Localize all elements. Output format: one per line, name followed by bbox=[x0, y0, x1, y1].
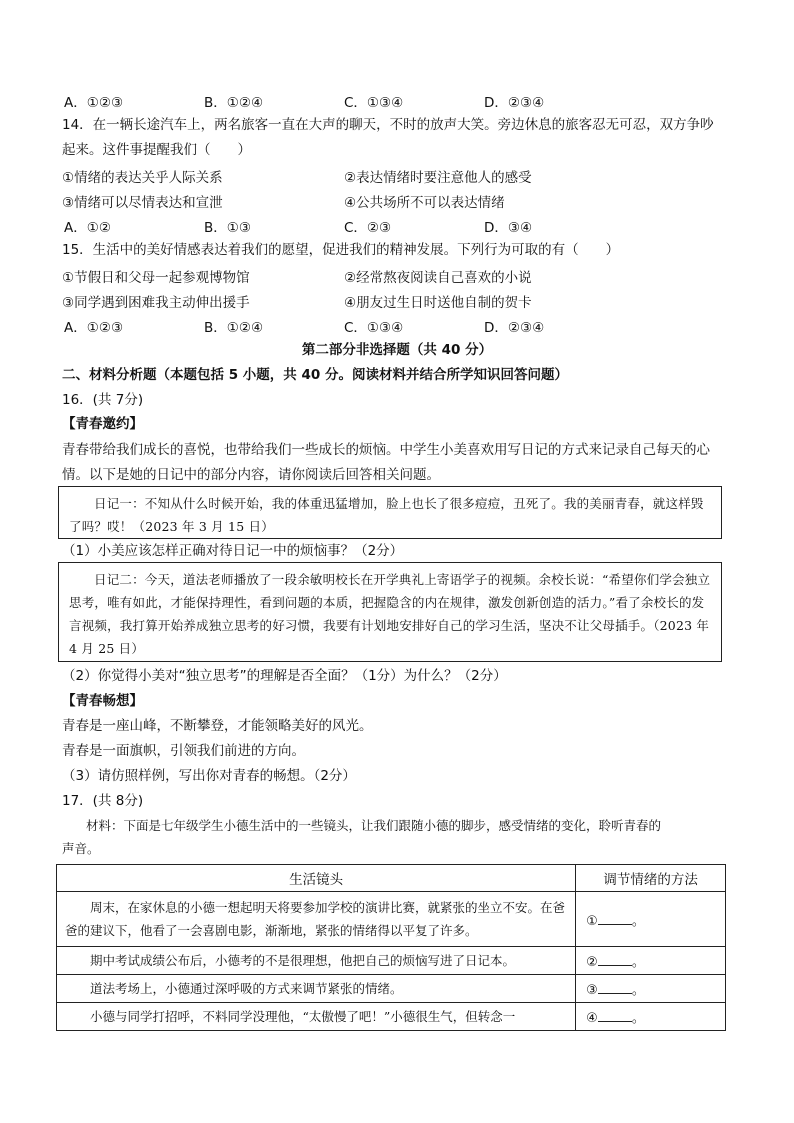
q14-item-2: ②表达情绪时要注意他人的感受 bbox=[344, 170, 532, 186]
answer-blank[interactable] bbox=[598, 953, 632, 966]
answer-number: ① bbox=[586, 913, 598, 929]
q16-intro-line1: 青春带给我们成长的喜悦，也带给我们一些成长的烦恼。中学生小美喜欢用写日记的方式来记录自己每天的心 bbox=[62, 442, 710, 458]
q14-item-1: ①情绪的表达关乎人际关系 bbox=[62, 170, 223, 186]
emotion-table bbox=[56, 864, 726, 1031]
q17-header: 17．(共 8分) bbox=[62, 793, 144, 809]
answer-cell bbox=[576, 892, 726, 947]
q15-item-4: ④朋友过生日时送他自制的贺卡 bbox=[344, 295, 532, 311]
q16-sub2-title: 【青春畅想】 bbox=[62, 693, 143, 709]
diary-2-text: 日记二：今天，道法老师播放了一段余敏明校长在开学典礼上寄语学子的视频。余校长说：“希望你们学会独立思考，唯有如此，才能保持理性，看到问题的本质，把握隐含的内在规律，激发创新创造的活力。”看了余校长的发言视频，我打算开始养成独立思考的好习惯，我要有计划地安排好自己的学习生活，坚决不让父母插手。（2023 年 4 月 25 日） bbox=[69, 572, 711, 656]
answer-cell bbox=[576, 1003, 726, 1031]
table-row bbox=[57, 1003, 726, 1031]
answer-blank[interactable] bbox=[598, 912, 632, 925]
table-header-row bbox=[57, 865, 726, 892]
q15-option-a: A．①②③ bbox=[64, 320, 124, 336]
answer-end: 。 bbox=[631, 955, 645, 970]
section-heading: 二、材料分析题（本题包括 5 小题，共 40 分。阅读材料并结合所学知识回答问题） bbox=[62, 367, 568, 383]
q14-stem-line1: 14．在一辆长途汽车上，两名旅客一直在大声的聊天，不时的放声大笑。旁边休息的旅客忍无可忍，双方争吵 bbox=[62, 117, 714, 133]
answer-blank[interactable] bbox=[598, 981, 632, 994]
q16-sub1-title: 【青春邀约】 bbox=[62, 416, 143, 432]
answer-end: 。 bbox=[631, 983, 645, 998]
answer-end: 。 bbox=[631, 913, 645, 929]
q14-item-4: ④公共场所不可以表达情绪 bbox=[344, 195, 505, 211]
q16-example-1: 青春是一座山峰，不断攀登，才能领略美好的风光。 bbox=[62, 718, 373, 734]
q15-item-2: ②经常熬夜阅读自己喜欢的小说 bbox=[344, 270, 532, 286]
q17-material-line1: 材料：下面是七年级学生小德生活中的一些镜头，让我们跟随小德的脚步，感受情绪的变化，聆听青春的 bbox=[86, 818, 662, 833]
table-row bbox=[57, 975, 726, 1003]
q14-item-3: ③情绪可以尽情表达和宣泄 bbox=[62, 195, 223, 211]
scene-cell: 道法考场上，小德通过深呼吸的方式来调节紧张的情绪。 bbox=[57, 975, 576, 1003]
scene-cell: 期中考试成绩公布后，小德考的不是很理想，他把自己的烦恼写进了日记本。 bbox=[57, 947, 576, 975]
q16-question-1: （1）小美应该怎样正确对待日记一中的烦恼事？（2分） bbox=[62, 543, 404, 559]
q15-item-1: ①节假日和父母一起参观博物馆 bbox=[62, 270, 250, 286]
q16-intro-line2: 情。以下是她的日记中的部分内容，请你阅读后回答相关问题。 bbox=[62, 467, 440, 483]
scene-cell: 小德与同学打招呼，不料同学没理他，“太傲慢了吧！”小德很生气，但转念一 bbox=[57, 1003, 576, 1031]
diary-box-1 bbox=[58, 486, 722, 539]
q15-option-c: C．①③④ bbox=[344, 320, 404, 336]
diary-1-text: 日记一：不知从什么时候开始，我的体重迅猛增加，脸上也长了很多痘痘，丑死了。我的美丽青春，就这样毁了吗？哎！（2023 年 3 月 15 日） bbox=[69, 496, 704, 534]
answer-cell bbox=[576, 947, 726, 975]
q15-option-d: D．②③④ bbox=[484, 320, 545, 336]
scene-cell: 周末，在家休息的小德一想起明天将要参加学校的演讲比赛，就紧张的坐立不安。在爸爸的建议下，他看了一会喜剧电影，渐渐地，紧张的情绪得以平复了许多。 bbox=[57, 892, 576, 947]
q14-option-d: D．③④ bbox=[484, 220, 533, 236]
answer-number: ② bbox=[586, 955, 598, 970]
q13-option-b: B．①②④ bbox=[204, 95, 264, 111]
q13-option-c: C．①③④ bbox=[344, 95, 404, 111]
answer-number: ④ bbox=[586, 1011, 598, 1026]
diary-box-2 bbox=[58, 562, 722, 662]
table-row bbox=[57, 892, 726, 947]
q14-option-b: B．①③ bbox=[204, 220, 251, 236]
answer-end: 。 bbox=[631, 1011, 645, 1026]
q15-item-3: ③同学遇到困难我主动伸出援手 bbox=[62, 295, 250, 311]
table-header-method: 调节情绪的方法 bbox=[576, 865, 726, 892]
table-header-scene: 生活镜头 bbox=[57, 865, 576, 892]
q13-option-d: D．②③④ bbox=[484, 95, 545, 111]
q15-stem: 15．生活中的美好情感表达着我们的愿望，促进我们的精神发展。下列行为可取的有（ ） bbox=[62, 242, 620, 258]
q14-option-c: C．②③ bbox=[344, 220, 392, 236]
answer-number: ③ bbox=[586, 983, 598, 998]
q16-example-2: 青春是一面旗帜，引领我们前进的方向。 bbox=[62, 743, 305, 759]
answer-cell bbox=[576, 975, 726, 1003]
part2-title: 第二部分非选择题（共 40 分） bbox=[301, 342, 493, 358]
q17-material-line2: 声音。 bbox=[62, 841, 100, 856]
q14-option-a: A．①② bbox=[64, 220, 111, 236]
answer-blank[interactable] bbox=[598, 1009, 632, 1022]
q14-stem-line2: 起来。这件事提醒我们（ ） bbox=[62, 142, 251, 158]
q16-question-3: （3）请仿照样例，写出你对青春的畅想。（2分） bbox=[62, 768, 356, 784]
q16-question-2: （2）你觉得小美对“独立思考”的理解是否全面？（1分）为什么？（2分） bbox=[62, 668, 507, 684]
q13-option-a: A．①②③ bbox=[64, 95, 124, 111]
q16-header: 16．(共 7分) bbox=[62, 392, 144, 408]
q15-option-b: B．①②④ bbox=[204, 320, 264, 336]
table-row bbox=[57, 947, 726, 975]
